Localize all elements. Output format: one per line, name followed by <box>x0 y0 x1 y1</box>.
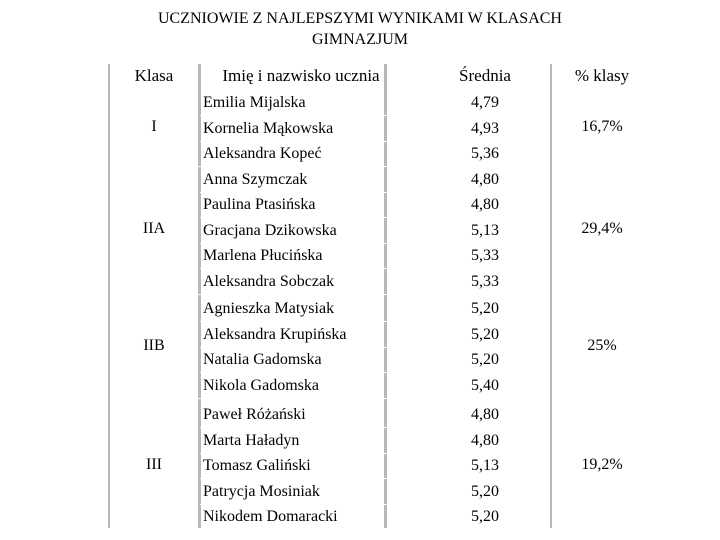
student-average: 4,80 <box>471 431 499 449</box>
student-name: Tomasz Galiński <box>203 457 311 474</box>
student-average: 5,33 <box>471 247 499 264</box>
student-average: 4,79 <box>471 94 499 111</box>
student-name: Natalia Gadomska <box>203 351 322 368</box>
student-average: 4,80 <box>471 196 499 213</box>
student-name: Emilia Mijalska <box>203 94 306 111</box>
student-average: 5,36 <box>471 145 499 162</box>
student-name: Aleksandra Sobczak <box>203 272 335 290</box>
klasa-label: III <box>146 455 162 473</box>
klasa-label: IIB <box>143 337 165 354</box>
student-average: 5,20 <box>471 351 499 368</box>
student-average: 5,13 <box>471 221 499 239</box>
page-title <box>80 8 640 50</box>
student-name: Marta Haładyn <box>203 431 300 449</box>
student-name: Aleksandra Krupińska <box>203 325 347 343</box>
group-separator <box>110 294 550 295</box>
student-average: 4,93 <box>471 119 499 137</box>
group-separator <box>110 398 550 399</box>
klasa-percentage: 19,2% <box>581 455 623 473</box>
student-name: Paulina Ptasińska <box>203 196 316 213</box>
student-name: Patrycja Mosiniak <box>203 482 320 500</box>
student-name: Marlena Płucińska <box>203 247 323 264</box>
klasa-label: IIA <box>142 220 166 238</box>
student-name: Nikodem Domaracki <box>203 508 338 525</box>
student-name: Kornelia Mąkowska <box>203 119 334 137</box>
student-name: Aleksandra Kopeć <box>203 145 322 162</box>
header-avg: Średnia <box>459 66 511 85</box>
klasa-percentage: 25% <box>587 337 617 354</box>
student-name: Paweł Różański <box>203 406 306 423</box>
klasa-label: I <box>151 118 157 136</box>
student-name: Agnieszka Matysiak <box>203 300 335 317</box>
title-line-1: UCZNIOWIE Z NAJLEPSZYMI WYNIKAMI W KLASACH <box>158 10 562 27</box>
student-average: 5,20 <box>471 325 499 343</box>
student-average: 5,40 <box>471 376 499 394</box>
student-average: 5,20 <box>471 482 499 500</box>
klasa-name-divider <box>198 64 201 528</box>
student-average: 5,20 <box>471 508 499 525</box>
student-average: 5,33 <box>471 272 499 290</box>
header-klasa: Klasa <box>134 66 174 85</box>
name-avg-divider <box>384 64 387 528</box>
student-name: Gracjana Dzikowska <box>203 221 337 239</box>
header-name: Imię i nazwisko ucznia <box>222 66 380 85</box>
student-average: 4,80 <box>471 170 499 188</box>
header-pct: % klasy <box>574 66 630 85</box>
student-name: Nikola Gadomska <box>203 376 319 394</box>
student-average: 5,13 <box>471 457 499 474</box>
student-average: 5,20 <box>471 300 499 317</box>
title-line-2: GIMNAZJUM <box>312 31 408 48</box>
student-average: 4,80 <box>471 406 499 423</box>
klasa-percentage: 29,4% <box>581 220 623 238</box>
klasa-percentage: 16,7% <box>581 118 623 136</box>
student-name: Anna Szymczak <box>203 170 308 188</box>
